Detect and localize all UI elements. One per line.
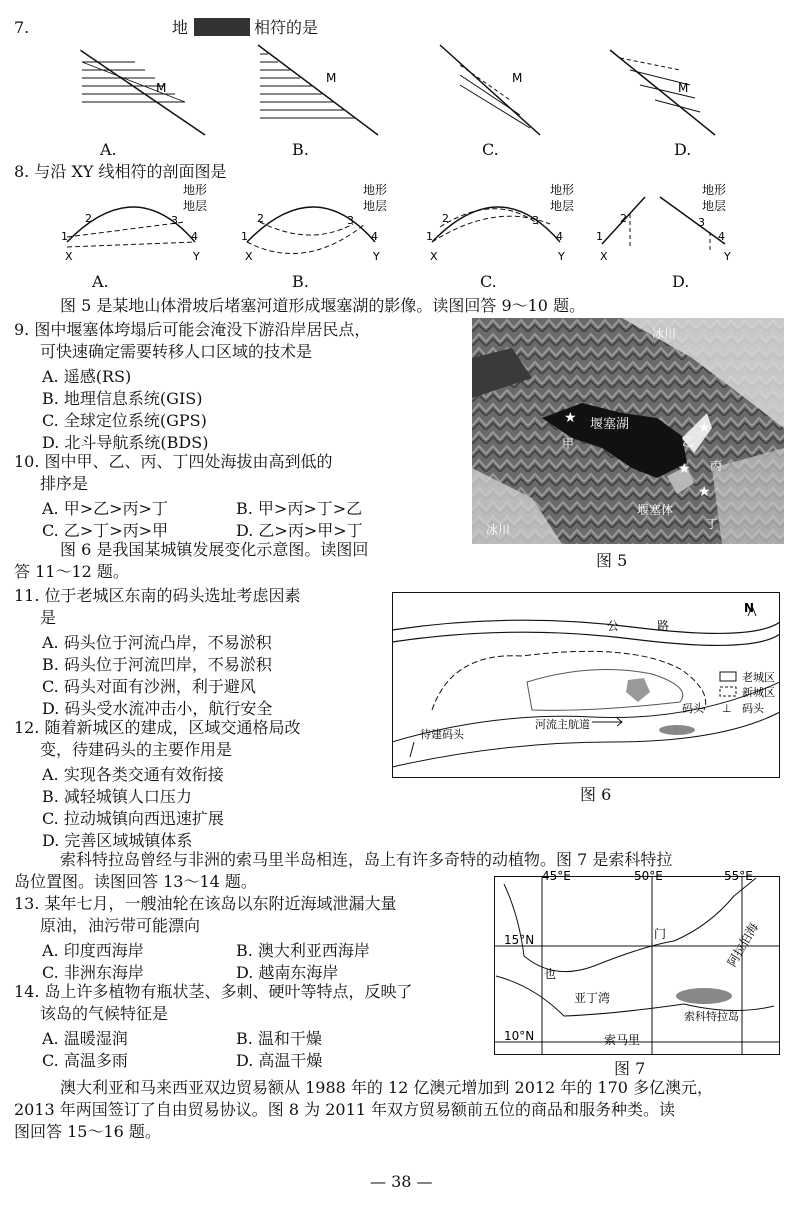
fig7-caption: 图 7 (614, 1059, 646, 1078)
trade-intro-2: 2013 年两国签订了自由贸易协议。图 8 为 2011 年双方贸易额前五位的商品和服务种类。读 (14, 1100, 676, 1119)
q8-diagram-a (61, 182, 207, 263)
fig7-island-label: 索科特拉岛 (684, 1010, 739, 1023)
q14-option-b[interactable]: B. 温和干燥 (236, 1029, 322, 1048)
svg-text:地层: 地层 (550, 199, 575, 213)
fig7-lat-10: 10°N (504, 1029, 535, 1043)
q11-option-a[interactable]: A. 码头位于河流凸岸，不易淤积 (42, 633, 272, 652)
fig5-jia: 甲 (562, 437, 575, 451)
q7-stem-fragment: 地 (172, 18, 189, 37)
ink-smudge (194, 18, 250, 36)
q9-option-b[interactable]: B. 地理信息系统(GIS) (42, 389, 203, 408)
q13-option-a[interactable]: A. 印度西海岸 (42, 941, 144, 960)
fig6-road-char-1: 公 (607, 619, 620, 633)
fig7-lat-15: 15°N (504, 933, 535, 947)
fig6-road-char-2: 路 (657, 619, 670, 633)
q10-stem-2: 排序是 (40, 474, 89, 493)
q11-stem-2: 是 (40, 608, 57, 627)
socotra-intro-1: 索科特拉岛曾经与非洲的索马里半岛相连，岛上有许多奇特的动植物。图 7 是索科特拉 (60, 850, 673, 869)
svg-text:Y: Y (193, 250, 200, 263)
fig7-yemen: 也 (544, 967, 557, 981)
svg-text:地形: 地形 (363, 183, 388, 197)
q14-option-c[interactable]: C. 高温多雨 (42, 1051, 128, 1070)
svg-text:4: 4 (718, 230, 725, 243)
svg-text:3: 3 (532, 214, 539, 227)
fig6-intro-1: 图 6 是我国某城镇发展变化示意图。读图回 (60, 540, 369, 559)
fig5-lake-label: 堰塞湖 (590, 417, 630, 432)
fig6-legend-dock: 码头 (742, 702, 764, 715)
fig5-caption: 图 5 (596, 551, 628, 570)
fig7-yemen-2: 门 (654, 927, 667, 941)
svg-text:X: X (600, 250, 608, 263)
q11-stem-1: 11. 位于老城区东南的码头选址考虑因素 (14, 586, 301, 605)
svg-text:2: 2 (257, 212, 264, 225)
trade-intro-3: 图回答 15～16 题。 (14, 1122, 161, 1141)
fig7-gulf: 亚丁湾 (574, 991, 611, 1005)
q14-option-d[interactable]: D. 高温干燥 (236, 1051, 323, 1070)
fig5-dam-label: 堰塞体 (637, 503, 674, 517)
socotra-intro-2: 岛位置图。读图回答 13～14 题。 (14, 872, 257, 891)
q8-diagram-c (426, 182, 574, 263)
q7-option-d[interactable]: D. (674, 140, 692, 159)
svg-text:地形: 地形 (183, 183, 208, 197)
q14-option-a[interactable]: A. 温暖湿润 (42, 1029, 128, 1048)
svg-text:4: 4 (191, 230, 198, 243)
fig5-bing: 丙 (710, 459, 723, 473)
fig5-glacier-top: 冰川 (652, 327, 677, 341)
q8-diagram-d (596, 182, 731, 263)
q10-stem-1: 10. 图中甲、乙、丙、丁四处海拔由高到低的 (14, 452, 333, 471)
q7-diagram-a (80, 50, 205, 135)
q14-stem-1: 14. 岛上许多植物有瓶状茎、多刺、硬叶等特点，反映了 (14, 982, 413, 1001)
svg-text:1: 1 (241, 230, 248, 243)
svg-text:1: 1 (596, 230, 603, 243)
svg-text:X: X (65, 250, 73, 263)
q12-option-a[interactable]: A. 实现各类交通有效衔接 (42, 765, 224, 784)
q12-stem-2: 变，待建码头的主要作用是 (40, 740, 233, 759)
svg-text:1: 1 (61, 230, 68, 243)
q10-option-d[interactable]: D. 乙>丙>甲>丁 (236, 521, 363, 540)
q9-option-d[interactable]: D. 北斗导航系统(BDS) (42, 433, 209, 452)
q7-option-b[interactable]: B. (292, 140, 309, 159)
q7-option-c[interactable]: C. (482, 140, 499, 159)
q10-option-c[interactable]: C. 乙>丁>丙>甲 (42, 521, 169, 540)
q12-option-b[interactable]: B. 减轻城镇人口压力 (42, 787, 192, 806)
trade-intro-1: 澳大利亚和马来西亚双边贸易额从 1988 年的 12 亿澳元增加到 2012 年的 170 多亿澳元， (60, 1078, 714, 1097)
svg-text:4: 4 (556, 230, 563, 243)
fig6-channel-label: 河流主航道 (535, 718, 590, 731)
fig7-socotra-map (494, 866, 780, 1056)
q7-diagram-b (258, 45, 378, 135)
q8-option-b[interactable]: B. (292, 272, 309, 291)
fig6-caption: 图 6 (580, 785, 612, 804)
q9-option-c[interactable]: C. 全球定位系统(GPS) (42, 411, 207, 430)
fig7-somalia: 索马里 (604, 1033, 641, 1047)
svg-text:★: ★ (678, 461, 691, 477)
q12-option-c[interactable]: C. 拉动城镇向西迅速扩展 (42, 809, 224, 828)
svg-text:Y: Y (558, 250, 565, 263)
svg-text:1: 1 (426, 230, 433, 243)
fig7-lon-45: 45°E (542, 869, 571, 883)
fig6-legend-new: 新城区 (742, 686, 775, 699)
q11-option-c[interactable]: C. 码头对面有沙洲，利于避风 (42, 677, 256, 696)
m-label-a: M (156, 81, 167, 95)
fig6-dock-label: 码头 (682, 702, 704, 715)
svg-text:3: 3 (698, 216, 705, 229)
q7-slope-diagrams (60, 40, 760, 145)
page-number: — 38 — (370, 1172, 433, 1191)
svg-text:地层: 地层 (363, 199, 388, 213)
fig7-arabian-sea: 阿拉伯海 (724, 920, 761, 970)
q9-stem-2: 可快速确定需要转移人口区域的技术是 (40, 342, 313, 361)
q10-option-a[interactable]: A. 甲>乙>丙>丁 (42, 499, 168, 518)
q7-diagram-c (440, 45, 540, 135)
svg-text:Y: Y (373, 250, 380, 263)
q13-option-b[interactable]: B. 澳大利亚西海岸 (236, 941, 370, 960)
m-label-d: M (678, 81, 689, 95)
svg-text:★: ★ (698, 420, 711, 436)
q10-option-b[interactable]: B. 甲>丙>丁>乙 (236, 499, 363, 518)
q12-option-d[interactable]: D. 完善区域城镇体系 (42, 831, 193, 850)
fig5-satellite-image (472, 318, 784, 544)
svg-text:2: 2 (85, 212, 92, 225)
q11-option-b[interactable]: B. 码头位于河流凹岸，不易淤积 (42, 655, 272, 674)
fig6-north: N (744, 601, 755, 615)
svg-text:4: 4 (371, 230, 378, 243)
m-label-b: M (326, 71, 337, 85)
svg-text:2: 2 (620, 212, 627, 225)
q7-stem-tail: 相符的是 (254, 18, 319, 37)
fig6-town-map (392, 592, 780, 778)
q7-number: 7. (14, 18, 30, 37)
svg-text:地层: 地层 (183, 199, 208, 213)
q8-diagram-b (241, 182, 387, 263)
fig5-intro: 图 5 是某地山体滑坡后堵塞河道形成堰塞湖的影像。读图回答 9～10 题。 (60, 296, 586, 315)
svg-text:3: 3 (347, 214, 354, 227)
fig7-lon-55: 55°E (724, 869, 753, 883)
q12-stem-1: 12. 随着新城区的建成，区域交通格局改 (14, 718, 301, 737)
q8-option-c[interactable]: C. (480, 272, 497, 291)
svg-text:地形: 地形 (550, 183, 575, 197)
fig6-planned-dock-label: 待建码头 (420, 728, 464, 741)
q13-stem-2: 原油，油污带可能漂向 (40, 916, 201, 935)
fig5-ding: 丁 (706, 517, 719, 531)
svg-text:★: ★ (698, 484, 711, 500)
svg-text:地形: 地形 (702, 183, 727, 197)
q8-option-a[interactable]: A. (92, 272, 109, 291)
fig5-glacier-bottom: 冰川 (486, 523, 511, 537)
q8-stem: 8. 与沿 XY 线相符的剖面图是 (14, 162, 227, 181)
q13-option-c[interactable]: C. 非洲东海岸 (42, 963, 144, 982)
fig6-intro-2: 答 11～12 题。 (14, 562, 129, 581)
q11-option-d[interactable]: D. 码头受水流冲击小，航行安全 (42, 699, 273, 718)
m-label-c: M (512, 71, 523, 85)
q9-stem-1: 9. 图中堰塞体垮塌后可能会淹没下游沿岸居民点， (14, 320, 371, 339)
svg-text:X: X (430, 250, 438, 263)
svg-text:⊥: ⊥ (722, 702, 732, 715)
q8-profile-diagrams (55, 182, 755, 267)
svg-text:X: X (245, 250, 253, 263)
q7-option-a[interactable]: A. (100, 140, 117, 159)
q9-option-a[interactable]: A. 遥感(RS) (42, 367, 132, 386)
fig5-yi: 乙 (682, 435, 695, 449)
svg-text:3: 3 (171, 214, 178, 227)
svg-text:Y: Y (724, 250, 731, 263)
svg-text:2: 2 (442, 212, 449, 225)
svg-text:地层: 地层 (702, 199, 727, 213)
fig7-lon-50: 50°E (634, 869, 663, 883)
svg-text:★: ★ (564, 410, 577, 426)
q14-stem-2: 该岛的气候特征是 (40, 1004, 169, 1023)
fig6-legend-old: 老城区 (742, 671, 775, 684)
q13-option-d[interactable]: D. 越南东海岸 (236, 963, 339, 982)
q13-stem-1: 13. 某年七月，一艘油轮在该岛以东附近海域泄漏大量 (14, 894, 397, 913)
q8-option-d[interactable]: D. (672, 272, 690, 291)
q7-diagram-d (610, 50, 715, 135)
